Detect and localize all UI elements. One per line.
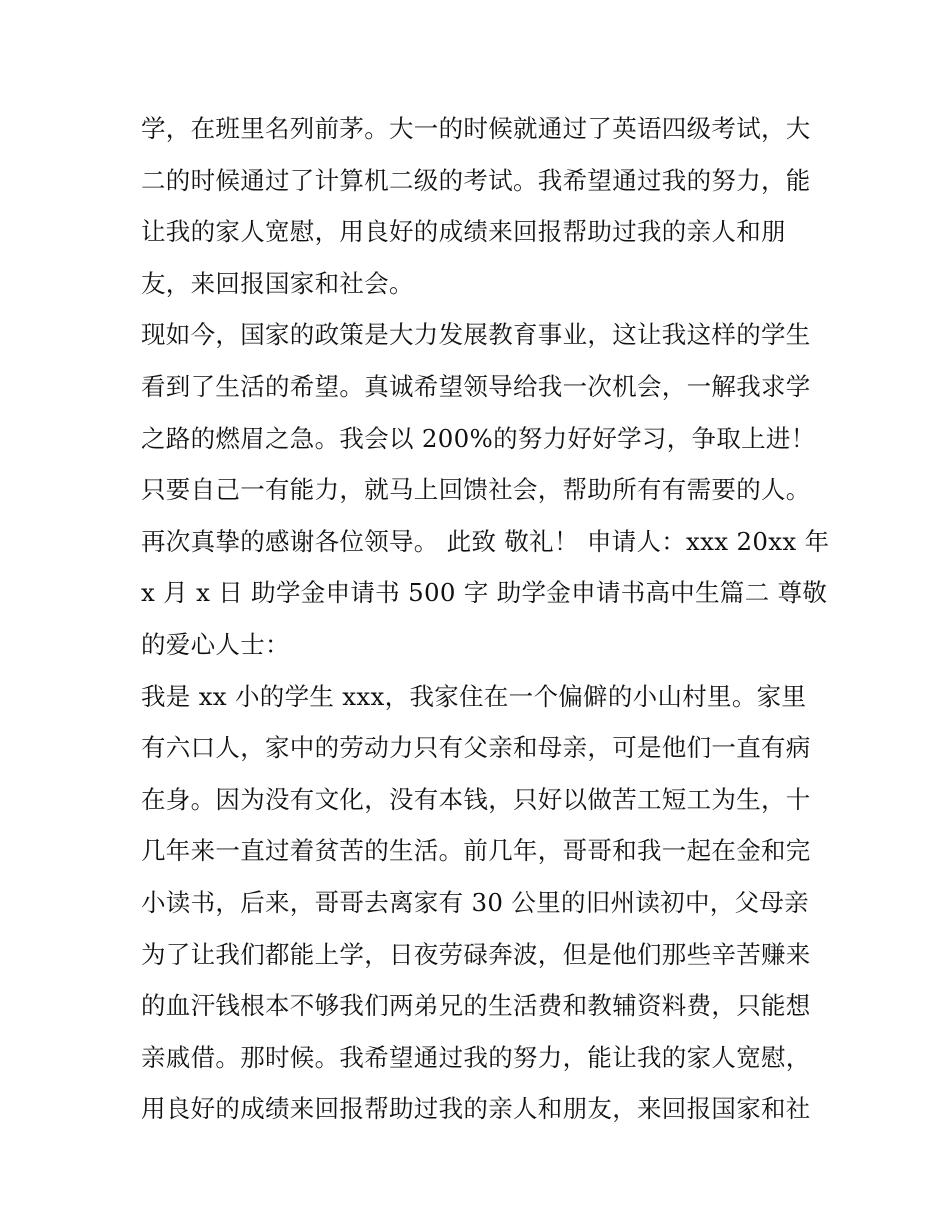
text-line: 在身。因为没有文化，没有本钱，只好以做苦工短工为生，十 xyxy=(141,784,811,814)
text-line: 小读书，后来，哥哥去离家有 30 公里的旧州读初中，父母亲 xyxy=(141,887,809,917)
text-line: x 月 x 日 助学金申请书 500 字 助学金申请书高中生篇二 尊敬 xyxy=(141,578,828,608)
text-line: 友，来回报国家和社会。 xyxy=(141,268,414,298)
text-line: 亲戚借。那时候。我希望通过我的努力，能让我的家人宽慰， xyxy=(141,1042,811,1072)
text-line: 用良好的成绩来回报帮助过我的亲人和朋友，来回报国家和社 xyxy=(141,1094,811,1124)
body-text xyxy=(141,103,830,1135)
text-line: 之路的燃眉之急。我会以 200%的努力好好学习，争取上进！ xyxy=(141,423,816,453)
text-line: 现如今，国家的政策是大力发展教育事业，这让我这样的学生 xyxy=(141,320,811,350)
text-line: 让我的家人宽慰，用良好的成绩来回报帮助过我的亲人和朋 xyxy=(141,217,786,247)
text-line: 的血汗钱根本不够我们两弟兄的生活费和教辅资料费，只能想 xyxy=(141,991,811,1021)
text-line: 我是 xx 小的学生 xxx，我家住在一个偏僻的小山村里。家里 xyxy=(141,681,807,711)
text-line: 几年来一直过着贫苦的生活。前几年，哥哥和我一起在金和完 xyxy=(141,836,811,866)
text-line: 的爱心人士： xyxy=(141,629,290,659)
text-line: 有六口人，家中的劳动力只有父亲和母亲，可是他们一直有病 xyxy=(141,733,811,763)
text-line: 学，在班里名列前茅。大一的时候就通过了英语四级考试，大 xyxy=(141,114,811,143)
text-line: 为了让我们都能上学，日夜劳碌奔波，但是他们那些辛苦赚来 xyxy=(141,939,811,969)
text-line: 看到了生活的希望。真诚希望领导给我一次机会，一解我求学 xyxy=(141,371,811,401)
text-line: 再次真挚的感谢各位领导。 此致 敬礼！ 申请人：xxx 20xx 年 xyxy=(141,526,830,556)
text-line: 二的时候通过了计算机二级的考试。我希望通过我的努力，能 xyxy=(141,165,811,195)
text-line: 只要自己一有能力，就马上回馈社会，帮助所有有需要的人。 xyxy=(141,475,811,505)
